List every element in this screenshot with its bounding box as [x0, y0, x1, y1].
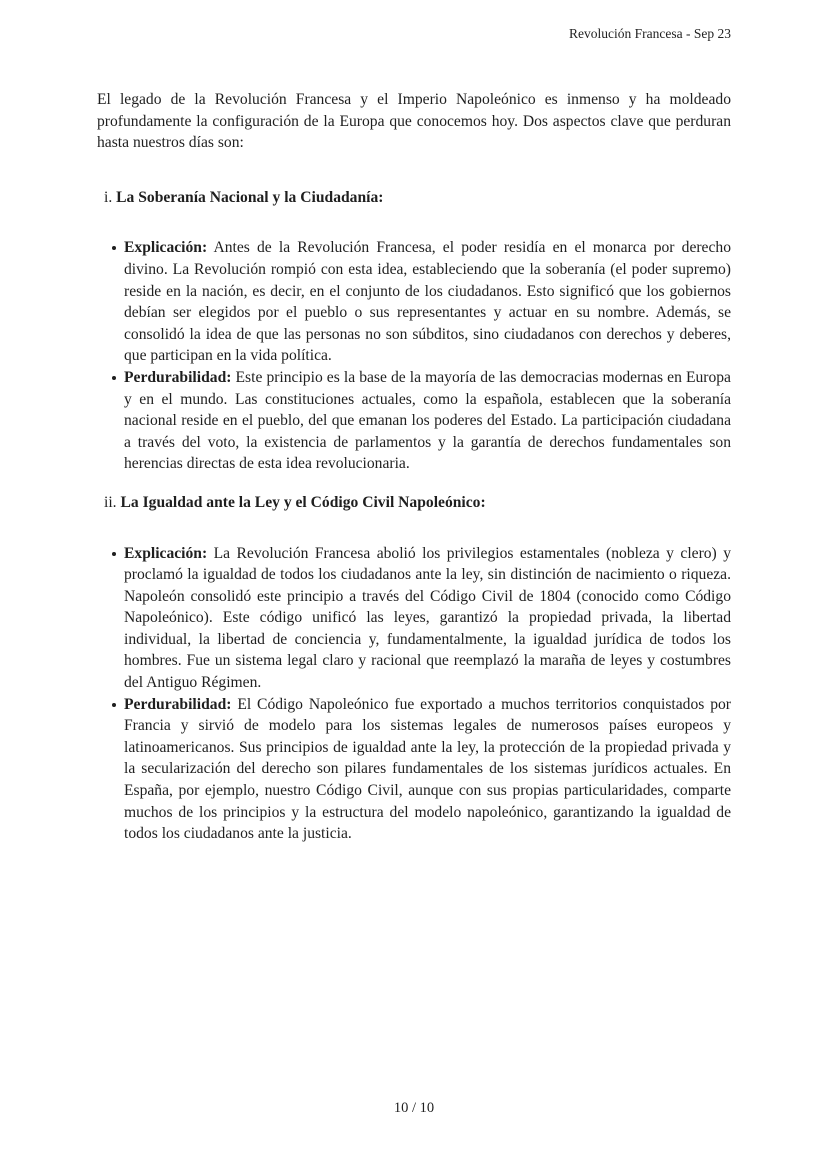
- section-equality: [97, 492, 731, 845]
- bullet-label: Perdurabilidad:: [124, 695, 232, 713]
- section-heading: [97, 492, 731, 514]
- bullet-icon: [112, 246, 116, 250]
- list-item: [97, 543, 731, 694]
- section-heading: [97, 187, 731, 209]
- bullet-text: Este principio es la base de la mayoría de las democracias modernas en Europa y en el mundo. Las constituciones actuales, como la española, establecen que la soberanía nacional reside en el pueblo, del que emanan los poderes del Estado. La participación ciudadana a través del voto, la existencia de parlamentos y la garantía de derechos fundamentales son herencias directas de esta idea revolucionaria.: [124, 368, 731, 473]
- bullet-list: [97, 237, 731, 475]
- list-item: [97, 694, 731, 845]
- bullet-icon: [112, 552, 116, 556]
- list-item: [97, 367, 731, 475]
- header-title: Revolución Francesa - Sep 23: [569, 26, 731, 41]
- bullet-list: [97, 543, 731, 845]
- intro-paragraph: El legado de la Revolución Francesa y el Imperio Napoleónico es inmenso y ha moldeado profundamente la configuración de la Europa que conocemos hoy. Dos aspectos clave que perduran hasta nuestros días son:: [97, 91, 731, 152]
- document-content: [97, 89, 731, 845]
- bullet-icon: [112, 376, 116, 380]
- list-item: [97, 237, 731, 367]
- bullet-label: Perdurabilidad:: [124, 368, 232, 386]
- section-numeral: i.: [104, 188, 113, 206]
- page-footer: [0, 1100, 828, 1117]
- bullet-text: Antes de la Revolución Francesa, el poder residía en el monarca por derecho divino. La Revolución rompió con esta idea, estableciendo que la soberanía (el poder supremo) reside en la nación, es decir, en el conjunto de los ciudadanos. Esto significó que los gobiernos debían ser elegidos por el pueblo o sus representantes y actuar en su nombre. Además, se consolidó la idea de que las personas no son súbditos, sino ciudadanos con derechos y deberes, que participan en la vida política.: [124, 239, 731, 365]
- bullet-label: Explicación:: [124, 239, 208, 257]
- section-sovereignty: [97, 187, 731, 475]
- page-header: [569, 26, 731, 42]
- page-number: 10 / 10: [393, 1100, 435, 1116]
- bullet-text: El Código Napoleónico fue exportado a muchos territorios conquistados por Francia y sirvió de modelo para los sistemas legales de numerosos países europeos y latinoamericanos. Sus principios de igualdad ante la ley, la protección de la propiedad privada y la secularización del derecho son pilares fundamentales de los sistemas jurídicos actuales. En España, por ejemplo, nuestro Código Civil, aunque con sus propias particularidades, comparte muchos de los principios y la estructura del modelo napoleónico, garantizando la igualdad de todos los ciudadanos ante la justicia.: [124, 695, 731, 843]
- bullet-label: Explicación:: [124, 544, 208, 562]
- bullet-icon: [112, 703, 116, 707]
- section-title: La Soberanía Nacional y la Ciudadanía:: [116, 188, 384, 206]
- section-numeral: ii.: [104, 493, 117, 511]
- bullet-text: La Revolución Francesa abolió los privilegios estamentales (nobleza y clero) y proclamó la igualdad de todos los ciudadanos ante la ley, sin distinción de nacimiento o riqueza. Napoleón consolidó este principio a través del Código Civil de 1804 (conocido como Código Napoleónico). Este código unificó las leyes, garantizó la propiedad privada, la libertad individual, la libertad de conciencia y, fundamentalmente, la igualdad jurídica de todos los hombres. Fue un sistema legal claro y racional que reemplazó la maraña de leyes y costumbres del Antiguo Régimen.: [124, 544, 731, 692]
- section-title: La Igualdad ante la Ley y el Código Civil Napoleónico:: [120, 493, 486, 511]
